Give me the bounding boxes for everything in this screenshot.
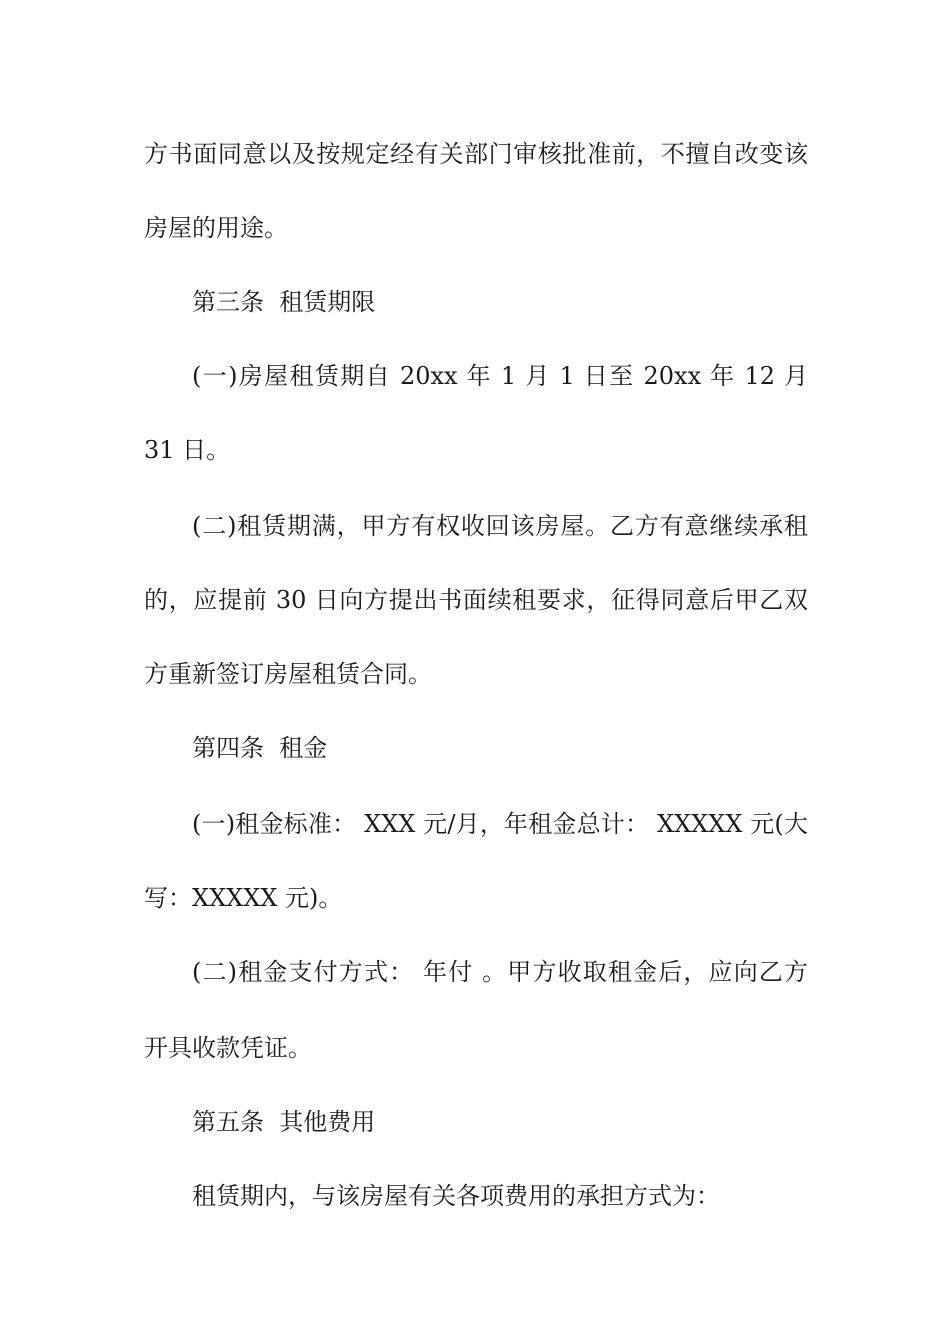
paragraph-line: 的，应提前 30 日向方提出书面续租要求，征得同意后甲乙双 — [144, 586, 808, 614]
paragraph-line: 租赁期内，与该房屋有关各项费用的承担方式为： — [192, 1182, 720, 1210]
article-heading: 第四条 租金 — [192, 734, 328, 762]
paragraph-line: (二)租赁期满，甲方有权收回该房屋。乙方有意继续承租 — [192, 512, 808, 540]
paragraph-line: (一)租金标准： XXX 元/月，年租金总计： XXXXX 元(大 — [192, 810, 808, 838]
paragraph-line: 方重新签订房屋租赁合同。 — [144, 660, 432, 688]
paragraph-line: (二)租金支付方式： 年付 。甲方收取租金后，应向乙方 — [192, 958, 808, 986]
paragraph-line: 方书面同意以及按规定经有关部门审核批准前，不擅自改变该 — [144, 140, 808, 168]
paragraph-line: 开具收款凭证。 — [144, 1034, 312, 1062]
paragraph-line: 写：XXXXX 元)。 — [144, 884, 343, 912]
article-heading: 第三条 租赁期限 — [192, 288, 376, 316]
article-heading: 第五条 其他费用 — [192, 1108, 376, 1136]
paragraph-line: 房屋的用途。 — [144, 214, 288, 242]
paragraph-line: 31 日。 — [144, 436, 231, 464]
paragraph-line: (一)房屋租赁期自 20xx 年 1 月 1 日至 20xx 年 12 月 — [192, 362, 808, 390]
